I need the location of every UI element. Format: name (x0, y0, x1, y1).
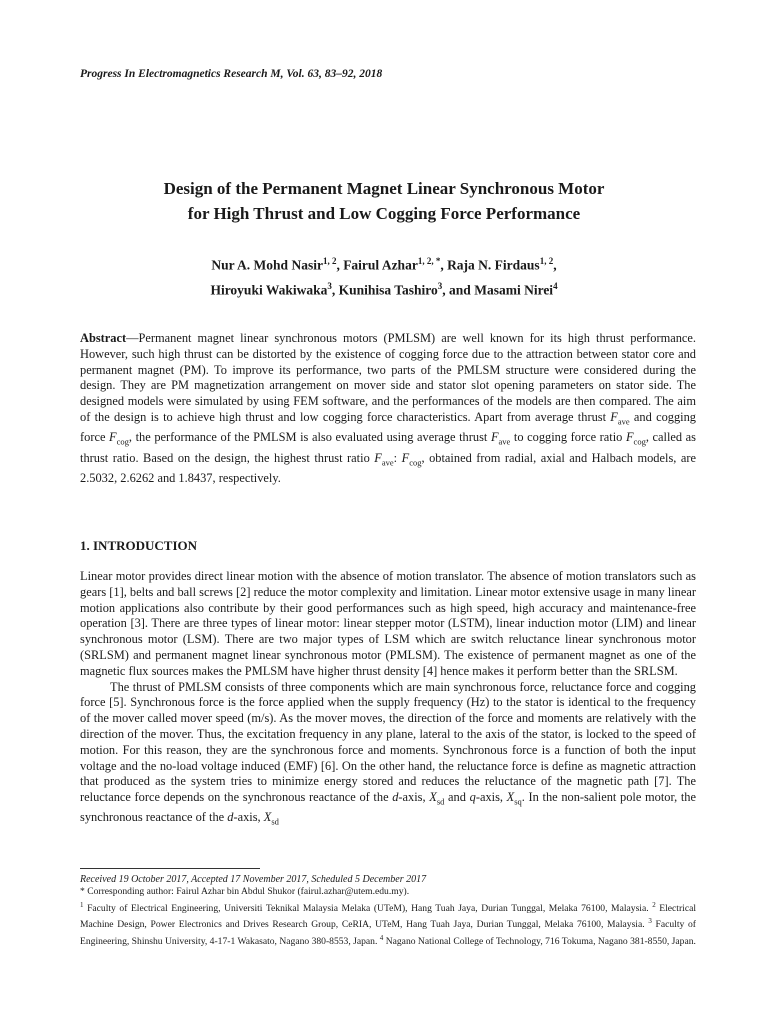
math-symbol: X (506, 790, 515, 805)
author-line-2: Hiroyuki Wakiwaka$^3$, Kunihisa Tashiro$^3$, and Masami Nirei$^4$ (210, 280, 558, 297)
abstract-label: Abstract (80, 331, 127, 345)
footnote-marker: * (80, 886, 85, 897)
math-symbol: d (227, 810, 234, 825)
author-conjunction: and (449, 282, 471, 297)
math-subscript: sd (271, 816, 279, 827)
footnote-text: Corresponding author: Fairul Azhar bin Abdul Shukor (fairul.azhar@utem.edu.my). (87, 886, 410, 897)
abstract (80, 331, 696, 487)
paragraph-text: -axis, (398, 790, 430, 805)
author-affiliation: 1, 2, * (417, 256, 441, 266)
math-symbol: F (610, 409, 618, 424)
math-symbol: F (625, 430, 634, 445)
math-symbol: F (374, 450, 382, 465)
math-symbol: q (469, 790, 476, 805)
footnote-divider (80, 868, 260, 869)
paragraph-text: -axis, (233, 810, 264, 825)
author-line-1: Nur A. Mohd Nasir$^{1, 2}$, Fairul Azhar$^{1, 2, *}$, Raja N. Firdaus$^{1, 2}$, (211, 256, 557, 273)
abstract-text: , the performance of the PMLSM is also evaluated using average thrust (128, 430, 491, 445)
paragraph-text: and (444, 790, 470, 805)
author-affiliation: 3 (327, 280, 332, 291)
footnote-text: Electrical Machine Design, Power Electronics and Drives Research Group, CeRIA, UTeM, Hang Tuah Jaya, Durian Tunggal, Melaka 76100, Malaysia. (80, 902, 696, 931)
author-name: Nur A. Mohd Nasir (211, 257, 323, 273)
abstract-text: , obtained from radial, axial and Halbach models, are 2.5032, 2.6262 and 1.8437, respectively. (80, 450, 697, 485)
math-subscript: cog (409, 456, 422, 467)
math-symbol: d (392, 790, 399, 805)
title-line-2: for High Thrust and Low Cogging Force Performance (187, 204, 581, 223)
author-affiliation: 4 (553, 280, 558, 291)
introduction-body (80, 569, 696, 831)
math-symbol: X (429, 790, 437, 805)
paragraph-text: . In the non-salient pole motor, the synchronous reactance of the (80, 790, 696, 825)
math-subscript: sd (436, 796, 445, 807)
paragraph: Linear motor provides direct linear motion with the absence of motion translator. The absence of motion translators such as gears [1], belts and ball screws [2] reduce the motor complexity and limitation. Linear motor extensive usage in many linear motion applications also contribute by their good performances such as high speed, high accuracy and maintenance-free operation [3]. There are three types of linear motor: linear stepper motor (LSTM), linear induction motor (LIM) and linear synchronous motor (LSM). There are two major types of LSM which are switch reluctance linear synchronous motor (SRLSM) and permanent magnet linear synchronous motor (PMLSM). The existence of permanent magnet as one of the magnetic flux sources makes the PMLSM have higher thrust density [4] hence makes it perform better than the SRLSM. (80, 569, 696, 678)
author-affiliation: 1, 2 (322, 256, 337, 266)
paragraph-text: -axis, (475, 790, 507, 805)
footnote-marker: 3 (648, 917, 652, 926)
footnote-text: Faculty of Electrical Engineering, Universiti Teknikal Malaysia Melaka (UTeM), Hang Tuah Jaya, Durian Tunggal, Melaka 76100, Malaysia. (87, 902, 649, 914)
footnote-marker: 4 (379, 934, 384, 943)
math-symbol: X (263, 810, 272, 825)
math-subscript: cog (116, 436, 129, 447)
footnote-marker: 2 (652, 900, 656, 909)
abstract-text: and cogging force (80, 409, 696, 445)
abstract-text: to cogging force ratio (510, 430, 626, 445)
corresponding-author-note (80, 886, 696, 899)
math-subscript: ave (381, 456, 394, 467)
author-affiliation: 1, 2 (539, 256, 554, 266)
footnote-marker: 1 (80, 900, 84, 909)
section-heading: 1. INTRODUCTION (80, 538, 198, 553)
received-dates: Received 19 October 2017, Accepted 17 November 2017, Scheduled 5 December 2017 (80, 874, 427, 885)
author-name: Masami Nirei (474, 282, 554, 297)
math-symbol: F (490, 430, 499, 445)
abstract-text: : (393, 450, 402, 465)
math-subscript: ave (498, 436, 511, 447)
author-name: Raja N. Firdaus (447, 257, 540, 273)
math-subscript: ave (617, 416, 630, 427)
title-line-1: Design of the Permanent Magnet Linear Synchronous Motor (163, 179, 605, 198)
author-affiliation: 3 (437, 280, 443, 291)
math-symbol: F (109, 430, 117, 445)
math-symbol: F (401, 450, 410, 465)
footnote-text: Nagano National College of Technology, 716 Tokuma, Nagano 381-8550, Japan. (385, 936, 696, 948)
abstract-text: —Permanent magnet linear synchronous motors (PMLSM) are well known for its high thrust performance. However, such high thrust can be distorted by the existence of cogging force due to the attraction between stator core and permanent magnet (PM). To improve its performance, two parts of the PMLSM structure were considered during the design. They are PM magnetization arrangement on mover side and stator slot opening parameters on stator side. The designed models were simulated by using FEM software, and the performances of the models are then compared. The aim of the design is to achieve high thrust and low cogging force characteristics. Apart from average thrust (80, 331, 696, 424)
math-subscript: sq (514, 796, 522, 807)
author-name: Fairul Azhar (343, 257, 418, 273)
journal-header: Progress In Electromagnetics Research M, Vol. 63, 83–92, 2018 (80, 68, 383, 80)
affiliation-notes (80, 899, 696, 949)
paragraph-text: The thrust of PMLSM consists of three components which are main synchronous force, reluctance force and cogging force [5]. Synchronous force is the force applied when the supply frequency (Hz) to the stator is identical to the frequency of the mover called mover speed (m/s). As the mover moves, the direction of the force and moments are relatively with the direction of the mover. Thus, the excitation frequency in any plane, lateral to the axis of the stator, is locked to the speed of motion. For this reason, they are the synchronous force and moments. Synchronous force is a function of both the input voltage and the no-load voltage induced (EMF) [6]. On the other hand, the reluctance force is define as magnetic attraction that produced as the system tries to minimize energy stored and reduces the reluctance of the magnetic path [7]. The reluctance force depends on the synchronous reactance of the (80, 679, 696, 805)
author-name: Kunihisa Tashiro (338, 282, 438, 297)
footnote-text: Faculty of Engineering, Shinshu University, 4-17-1 Wakasato, Nagano 380-8553, Japan. (80, 919, 696, 948)
author-list (0, 251, 768, 300)
math-subscript: cog (633, 436, 646, 447)
paper-title (0, 176, 768, 226)
author-name: Hiroyuki Wakiwaka (210, 282, 328, 297)
footnotes (80, 886, 696, 949)
paragraph (80, 680, 696, 831)
abstract-text: , called as thrust ratio. Based on the design, the highest thrust ratio (80, 430, 697, 465)
